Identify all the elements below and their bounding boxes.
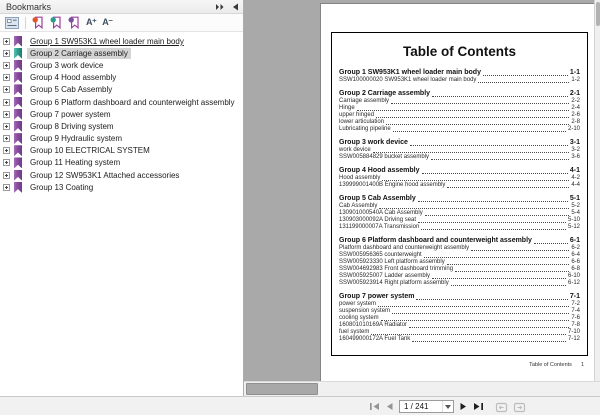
bookmark-purple-dot-icon[interactable]	[68, 15, 80, 31]
page-number-input[interactable]	[400, 402, 442, 411]
toc-entry-row[interactable]: lower articulation 2-8	[339, 119, 580, 125]
toc-entry-row[interactable]: 139999001400B Engine hood assembly 4-4	[339, 182, 580, 188]
bookmark-label[interactable]: Group 5 Cab Assembly	[30, 85, 113, 95]
toc-section	[339, 89, 580, 133]
toc-entry-row[interactable]: upper hinged 2-6	[339, 112, 580, 118]
toc-group-row[interactable]: Group 3 work device 3-1	[339, 139, 580, 146]
bookmark-ribbon-icon	[14, 97, 22, 108]
bookmark-red-dot-icon[interactable]	[32, 15, 44, 31]
bookmark-ribbon-icon	[14, 60, 22, 71]
toc-entry-row[interactable]: work device 3-2	[339, 147, 580, 153]
last-page-icon[interactable]	[473, 402, 484, 411]
increase-text-size-icon[interactable]: A⁺	[86, 17, 97, 27]
first-page-icon[interactable]	[369, 402, 380, 411]
bookmark-ribbon-icon	[14, 170, 22, 181]
expand-plus-icon[interactable]	[3, 62, 10, 69]
bookmark-item[interactable]	[0, 145, 243, 157]
toc-section	[339, 236, 580, 287]
toc-entry-row[interactable]: Lubricating pipeline 2-10	[339, 126, 580, 132]
toc-entry-row[interactable]: SSW004692983 Front dashboard trimming 6-8	[339, 266, 580, 272]
bookmark-ribbon-icon	[14, 133, 22, 144]
toc-entry-row[interactable]: SSW005923914 Right platform assembly 6-12	[339, 280, 580, 286]
bookmark-label[interactable]: Group 12 SW953K1 Attached accessories	[30, 170, 180, 180]
page-footer-number: 1	[580, 362, 584, 368]
bookmark-ribbon-icon	[14, 121, 22, 132]
bookmark-item[interactable]	[0, 47, 243, 59]
toolbar-separator	[25, 17, 26, 29]
bookmark-teal-dot-icon[interactable]	[50, 15, 62, 31]
toc-entry-row[interactable]: 131199000007A Transmission 5-12	[339, 224, 580, 230]
decrease-text-size-icon[interactable]: A⁻	[102, 17, 113, 27]
toc-group-row[interactable]: Group 6 Platform dashboard and counterweight assembly 6-1	[339, 237, 580, 244]
toc-section	[339, 194, 580, 231]
toc-group-row[interactable]: Group 7 power system 7-1	[339, 293, 580, 300]
vertical-scrollbar[interactable]	[594, 0, 600, 381]
bookmark-item[interactable]	[0, 59, 243, 71]
next-view-icon[interactable]	[513, 401, 526, 413]
horizontal-scrollbar[interactable]	[244, 381, 600, 396]
table-of-contents-box	[331, 32, 588, 356]
toc-section	[339, 68, 580, 84]
toc-entries	[339, 245, 580, 287]
expand-plus-icon[interactable]	[3, 99, 10, 106]
toc-entry-row[interactable]: power system 7-2	[339, 301, 580, 307]
expand-plus-icon[interactable]	[3, 38, 10, 45]
toc-group-row[interactable]: Group 4 Hood assembly 4-1	[339, 167, 580, 174]
toc-entries	[339, 301, 580, 343]
bookmarks-toolbar	[0, 14, 243, 32]
page-navigation-toolbar	[0, 396, 600, 415]
toc-entry-row[interactable]: Cab Assembly 5-2	[339, 203, 580, 209]
bookmark-label[interactable]: Group 3 work device	[30, 60, 104, 70]
page-dropdown-caret-icon[interactable]	[442, 401, 453, 412]
pdf-page	[321, 4, 597, 394]
horizontal-scrollbar-thumb[interactable]	[246, 383, 318, 395]
toc-entry-row[interactable]: 130901000540A Cab Assembly 5-4	[339, 210, 580, 216]
toc-entry-row[interactable]: suspension system 7-4	[339, 308, 580, 314]
bookmark-ribbon-icon	[14, 109, 22, 120]
bookmark-label[interactable]: Group 7 power system	[30, 109, 111, 119]
next-page-icon[interactable]	[459, 402, 468, 411]
bookmark-label[interactable]: Group 11 Heating system	[30, 158, 121, 168]
toc-entry-row[interactable]: fuel system 7-10	[339, 329, 580, 335]
bookmark-item[interactable]	[0, 169, 243, 181]
toc-section	[339, 292, 580, 343]
toc-entries	[339, 98, 580, 133]
bookmark-ribbon-icon	[14, 36, 22, 47]
expand-plus-icon[interactable]	[3, 184, 10, 191]
expand-plus-icon[interactable]	[3, 159, 10, 166]
bookmark-item[interactable]	[0, 72, 243, 84]
bookmark-item[interactable]	[0, 181, 243, 193]
toc-group-row[interactable]: Group 5 Cab Assembly 5-1	[339, 195, 580, 202]
expand-collapse-arrows-icon[interactable]	[215, 3, 225, 11]
page-title: Table of Contents	[403, 44, 516, 59]
document-area	[244, 0, 600, 396]
bookmarks-panel-title: Bookmarks	[6, 1, 52, 12]
expand-plus-icon[interactable]	[3, 172, 10, 179]
page-number-box	[399, 400, 454, 413]
toc-entry-row[interactable]: Hinge 2-4	[339, 105, 580, 111]
toc-entries	[339, 203, 580, 231]
page-footer	[529, 362, 584, 368]
toc-entry-row[interactable]: 130903000092A Driving seat 5-10	[339, 217, 580, 223]
toc-entry-row[interactable]: cooling system 7-6	[339, 315, 580, 321]
toc-entry-row[interactable]: 160499000172A Fuel Tank 7-12	[339, 336, 580, 342]
bookmarks-panel-header	[0, 0, 243, 14]
bookmark-label[interactable]: Group 9 Hydraulic system	[30, 134, 123, 144]
bookmark-item[interactable]	[0, 108, 243, 120]
bookmark-label[interactable]: Group 8 Driving system	[30, 121, 114, 131]
toc-entry-row[interactable]: Hood assembly 4-2	[339, 175, 580, 181]
toc-entry-row[interactable]: Platform dashboard and counterweight assembly 6-2	[339, 245, 580, 251]
panel-options-icon[interactable]	[5, 15, 19, 31]
bookmark-label[interactable]: Group 1 SW953K1 wheel loader main body	[30, 36, 184, 46]
toc-section	[339, 166, 580, 189]
previous-page-icon[interactable]	[385, 402, 394, 411]
bookmark-list	[0, 32, 243, 193]
toc-entries	[339, 77, 580, 84]
toc-section	[339, 138, 580, 161]
expand-plus-icon[interactable]	[3, 123, 10, 130]
toc-group-row[interactable]: Group 1 SW953K1 wheel loader main body 1-1	[339, 69, 580, 76]
previous-view-icon[interactable]	[495, 401, 508, 413]
toc-entry-row[interactable]: SSW005884829 bucket assembly 3-6	[339, 154, 580, 160]
expand-plus-icon[interactable]	[3, 86, 10, 93]
expand-plus-icon[interactable]	[3, 50, 10, 57]
toc-entry-row[interactable]: SSW100000020 SW953K1 wheel loader main body 1-2	[339, 77, 580, 83]
bookmark-label[interactable]: Group 2 Carriage assembly	[27, 48, 131, 59]
expand-plus-icon[interactable]	[3, 147, 10, 154]
bookmark-item[interactable]	[0, 35, 243, 47]
bookmark-item[interactable]	[0, 133, 243, 145]
bookmark-label[interactable]: Group 4 Hood assembly	[30, 73, 117, 83]
bookmark-item[interactable]	[0, 157, 243, 169]
bookmark-label[interactable]: Group 10 ELECTRICAL SYSTEM	[30, 146, 150, 156]
bookmark-ribbon-icon	[14, 84, 22, 95]
bookmark-ribbon-icon	[14, 182, 22, 193]
bookmark-ribbon-icon	[14, 145, 22, 156]
expand-plus-icon[interactable]	[3, 111, 10, 118]
toc-entries	[339, 147, 580, 161]
bookmark-ribbon-icon	[14, 72, 22, 83]
bookmark-label[interactable]: Group 6 Platform dashboard and counterweight assembly	[30, 97, 235, 107]
bookmark-item[interactable]	[0, 84, 243, 96]
bookmarks-panel	[0, 0, 244, 396]
vertical-scrollbar-thumb[interactable]	[596, 2, 600, 26]
bookmark-item[interactable]	[0, 120, 243, 132]
toc-group-row[interactable]: Group 2 Carriage assembly 2-1	[339, 90, 580, 97]
toc-entries	[339, 175, 580, 189]
toc-entry-row[interactable]: SSW005923330 Left platform assembly 6-6	[339, 259, 580, 265]
toc-entry-row[interactable]: Carriage assembly 2-2	[339, 98, 580, 104]
toc-list	[332, 59, 587, 343]
bookmark-ribbon-icon	[14, 48, 22, 59]
expand-plus-icon[interactable]	[3, 74, 10, 81]
toc-entry-row[interactable]: SSW005925007 Ladder assembly 6-10	[339, 273, 580, 279]
expand-plus-icon[interactable]	[3, 135, 10, 142]
collapse-panel-icon[interactable]	[232, 3, 239, 11]
bookmark-ribbon-icon	[14, 157, 22, 168]
bookmark-item[interactable]	[0, 96, 243, 108]
toc-entry-row[interactable]: 160801010169A Radiator 7-8	[339, 322, 580, 328]
page-footer-label: Table of Contents	[529, 362, 572, 368]
toc-entry-row[interactable]: SSW005956365 counterweight 6-4	[339, 252, 580, 258]
bookmark-label[interactable]: Group 13 Coating	[30, 182, 94, 192]
